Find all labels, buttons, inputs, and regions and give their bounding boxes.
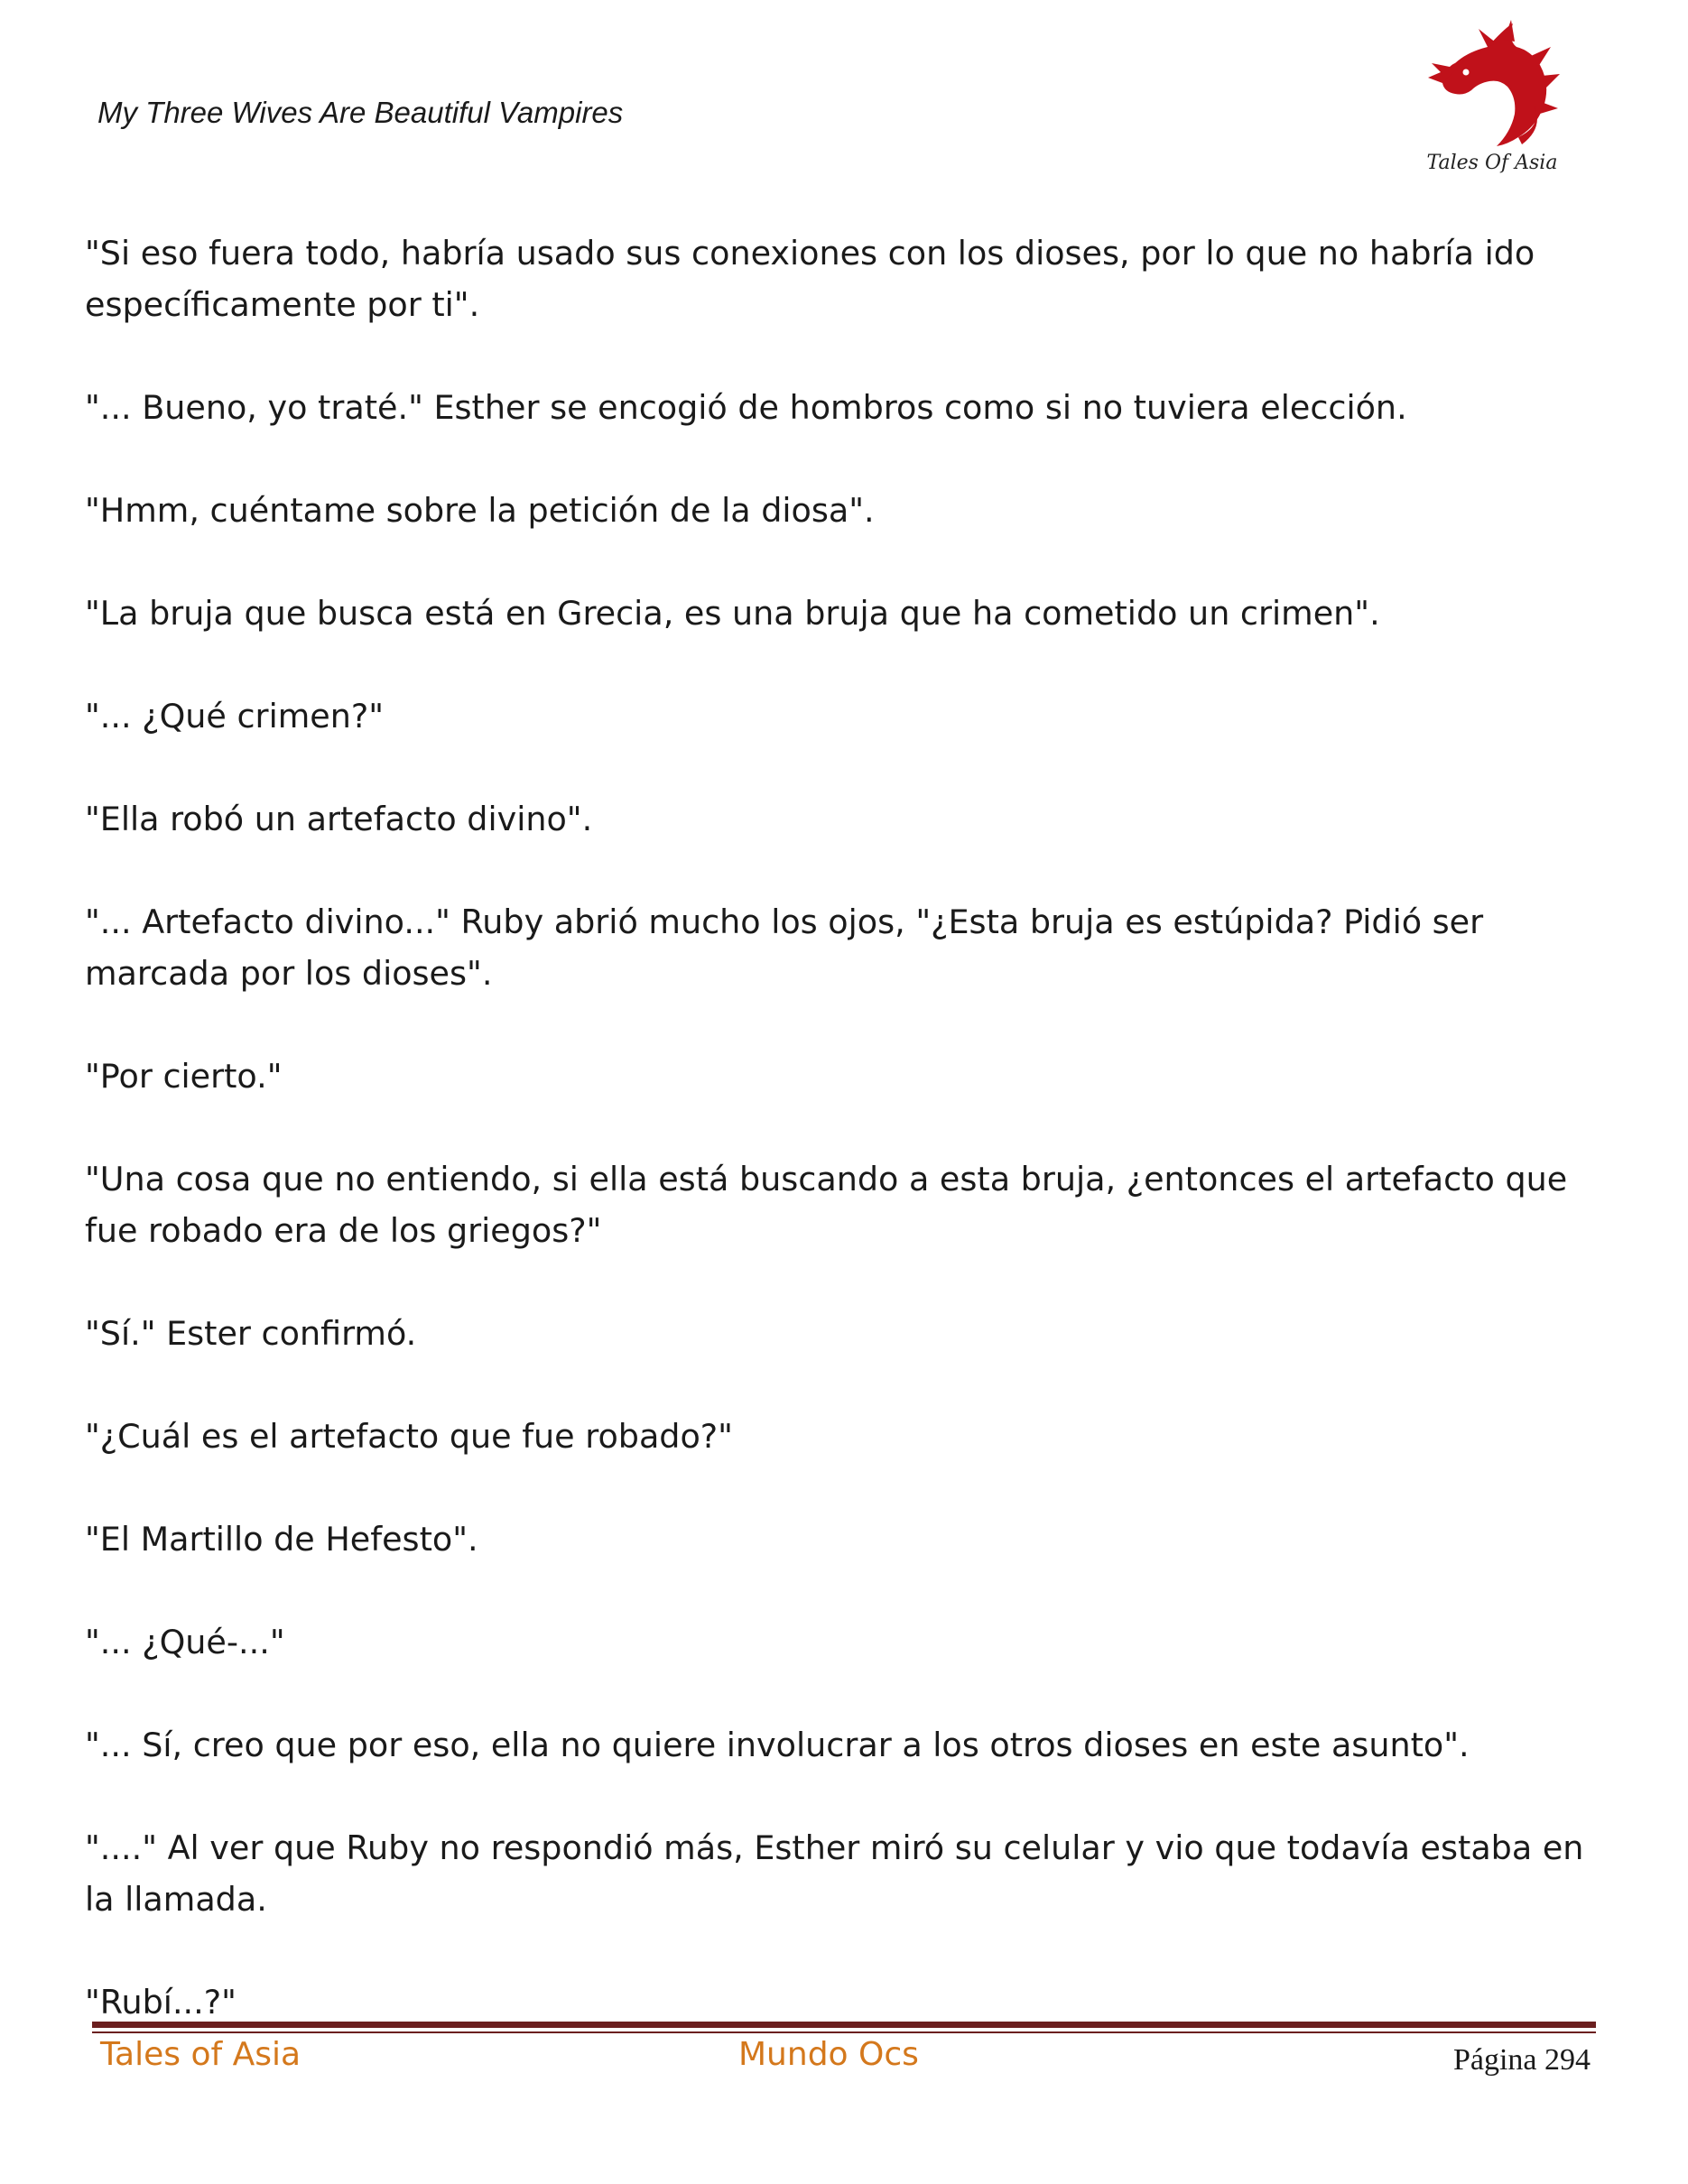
footer-rule bbox=[92, 2022, 1596, 2028]
paragraph: "... Bueno, yo traté." Esther se encogió de hombros como si no tuviera elección. bbox=[85, 388, 1407, 427]
paragraph: "Sí." Ester confirmó. bbox=[85, 1314, 417, 1353]
footer-translator: Mundo Ocs bbox=[738, 2036, 919, 2073]
paragraph: "Si eso fuera todo, habría usado sus conexiones con los dioses, por lo que no habría ido específicamente por ti". bbox=[85, 234, 1535, 324]
paragraph: "Ella robó un artefacto divino". bbox=[85, 800, 593, 838]
paragraph: "... ¿Qué-..." bbox=[85, 1623, 285, 1661]
dragon-icon bbox=[1424, 20, 1560, 155]
page-number: Página 294 bbox=[1452, 2043, 1591, 2077]
paragraph: "Rubí...?" bbox=[85, 1983, 237, 2022]
paragraph: "El Martillo de Hefesto". bbox=[85, 1520, 478, 1559]
logo-text: Tales Of Asia bbox=[1426, 152, 1558, 174]
dragon-logo bbox=[1424, 20, 1560, 182]
paragraph: "... Artefacto divino..." Ruby abrió mucho los ojos, "¿Esta bruja es estúpida? Pidió ser marcada por los dioses". bbox=[85, 902, 1484, 993]
footer-rule-thin bbox=[92, 2031, 1596, 2033]
paragraph: "Hmm, cuéntame sobre la petición de la diosa". bbox=[85, 491, 875, 530]
paragraph: "... ¿Qué crimen?" bbox=[85, 697, 385, 736]
paragraph: "Por cierto." bbox=[85, 1057, 283, 1096]
paragraph: "La bruja que busca está en Grecia, es una bruja que ha cometido un crimen". bbox=[85, 594, 1380, 633]
header-title: My Three Wives Are Beautiful Vampires bbox=[97, 96, 624, 129]
paragraph: "... Sí, creo que por eso, ella no quiere involucrar a los otros dioses en este asunto". bbox=[85, 1726, 1470, 1764]
footer-site-name: Tales of Asia bbox=[100, 2036, 301, 2073]
paragraph: "Una cosa que no entiendo, si ella está buscando a esta bruja, ¿entonces el artefacto que fue robado era de los griegos?" bbox=[85, 1160, 1568, 1250]
paragraph: "...." Al ver que Ruby no respondió más, Esther miró su celular y vio que todavía estaba en la llamada. bbox=[85, 1828, 1584, 1919]
paragraph: "¿Cuál es el artefacto que fue robado?" bbox=[85, 1417, 733, 1456]
chapter-body bbox=[85, 227, 1619, 2079]
